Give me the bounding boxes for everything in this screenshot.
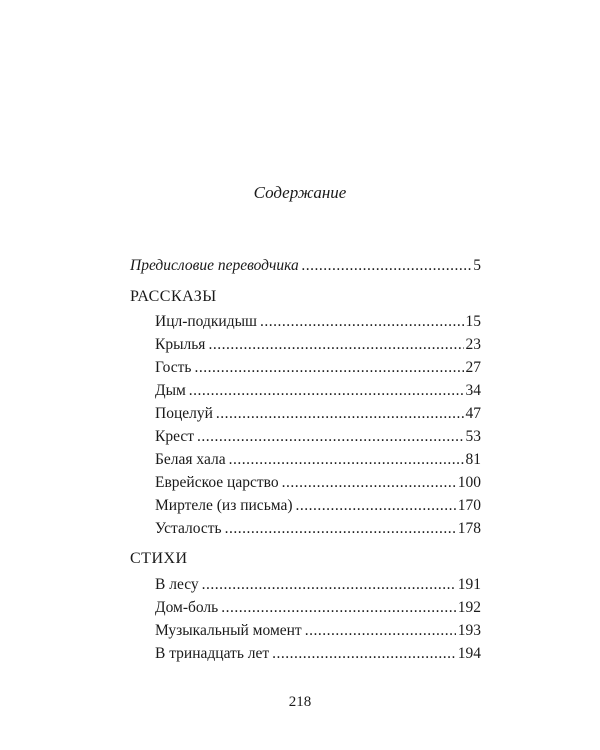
- leader-dots: [221, 598, 456, 618]
- toc-entry-page: 191: [457, 576, 481, 593]
- leader-dots: [282, 473, 456, 493]
- toc-entry: [155, 312, 481, 332]
- section-heading-stories: РАССКАЗЫ: [130, 288, 217, 305]
- toc-entry-title: Миртеле (из письма): [155, 497, 293, 514]
- toc-entry: [155, 575, 481, 595]
- toc-entry-title: Усталость: [155, 520, 222, 537]
- toc-entry-page: 100: [457, 474, 481, 491]
- toc-entry-title: Еврейское царство: [155, 474, 279, 491]
- toc-entry: [155, 335, 481, 355]
- leader-dots: [189, 381, 464, 401]
- page-number: 218: [288, 694, 312, 710]
- toc-entry-title: Дым: [155, 382, 186, 399]
- toc-entry-title: Дом-боль: [155, 599, 219, 616]
- toc-entry-page: 193: [457, 622, 481, 639]
- toc-entry-page: 34: [465, 382, 481, 399]
- toc-title: Содержание: [253, 183, 347, 202]
- toc-entry-page: 27: [465, 359, 481, 376]
- leader-dots: [272, 644, 456, 664]
- toc-entry-page: 81: [465, 451, 481, 468]
- toc-entry-page: 192: [457, 599, 481, 616]
- leader-dots: [225, 519, 456, 539]
- toc-entry-title: В тринадцать лет: [155, 645, 270, 662]
- toc-entry: [155, 358, 481, 378]
- toc-entry: [155, 381, 481, 401]
- toc-entry-preface: [130, 256, 481, 276]
- toc-entry-page: 15: [465, 313, 481, 330]
- toc-entry: [155, 496, 481, 516]
- leader-dots: [260, 312, 464, 332]
- leader-dots: [197, 427, 463, 447]
- toc-entry: [155, 404, 481, 424]
- toc-entry-title: Гость: [155, 359, 192, 376]
- toc-entry: [155, 427, 481, 447]
- toc-entry-title: Ицл-подкидыш: [155, 313, 257, 330]
- toc-entry: [155, 450, 481, 470]
- leader-dots: [194, 358, 463, 378]
- toc-entry-page: 178: [457, 520, 481, 537]
- toc-entry-title: Поцелуй: [155, 405, 213, 422]
- leader-dots: [305, 621, 456, 641]
- toc-entry: [155, 519, 481, 539]
- leader-dots: [302, 256, 471, 276]
- leader-dots: [208, 335, 463, 355]
- toc-entry-title: Крест: [155, 428, 195, 445]
- toc-entry-title: Предисловие переводчика: [130, 257, 299, 274]
- leader-dots: [296, 496, 456, 516]
- leader-dots: [202, 575, 456, 595]
- toc-entry: [155, 621, 481, 641]
- toc-entry-page: 170: [457, 497, 481, 514]
- toc-entry: [155, 644, 481, 664]
- toc-entry-title: Белая хала: [155, 451, 226, 468]
- leader-dots: [229, 450, 464, 470]
- toc-entry-page: 194: [457, 645, 481, 662]
- toc-entry-title: Крылья: [155, 336, 206, 353]
- toc-entry-title: Музыкальный момент: [155, 622, 302, 639]
- toc-entry-page: 53: [465, 428, 481, 445]
- toc-entry: [155, 473, 481, 493]
- toc-entry-title: В лесу: [155, 576, 199, 593]
- section-heading-poems: СТИХИ: [130, 550, 188, 567]
- toc-entry: [155, 598, 481, 618]
- toc-entry-page: 23: [465, 336, 481, 353]
- leader-dots: [216, 404, 464, 424]
- toc-entry-page: 47: [465, 405, 481, 422]
- toc-entry-page: 5: [473, 257, 481, 274]
